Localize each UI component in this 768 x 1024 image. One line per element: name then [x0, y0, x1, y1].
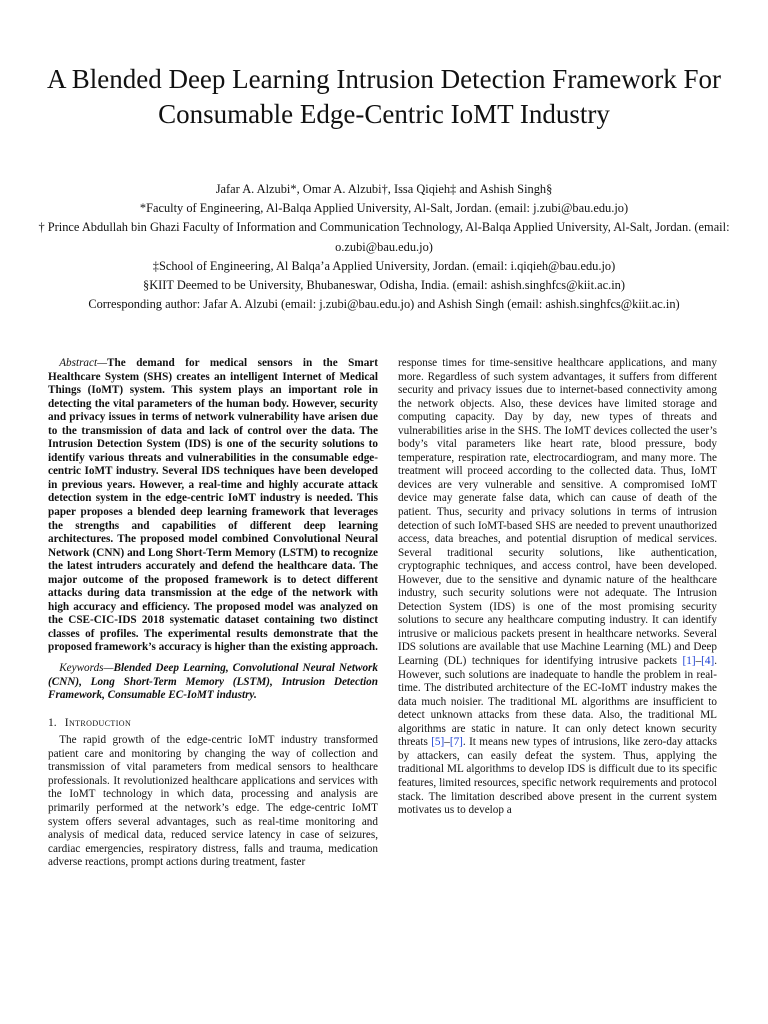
- author-block: [20, 180, 748, 314]
- abstract: [48, 357, 378, 655]
- introduction-continued-paragraph: [398, 357, 717, 818]
- affiliation-4: §KIIT Deemed to be University, Bhubaneswar, Odisha, India. (email: ashish.singhfcs@kiit.ac.in): [143, 278, 625, 293]
- introduction-paragraph: The rapid growth of the edge-centric IoMT industry transformed patient care and monitoring by changing the way of collection and transmission of vital parameters from medical sensors to healthcare professionals. It revolutionized healthcare applications and services with the IoMT technology in which data, processing and analysis are primarily performed at the network’s edge. The edge-centric IoMT system offers several advantages, such as real-time monitoring and analysis of medical data, reduced service latency in case of seizures, cardiac emergencies, respiratory distress, falls and trauma, medication adverse reactions, prompt actions during treatment, faster: [48, 734, 378, 869]
- affiliation-1: *Faculty of Engineering, Al-Balqa Applied University, Al-Salt, Jordan. (email: j.zubi@bau.edu.jo): [139, 201, 629, 216]
- left-column: [48, 357, 378, 870]
- citation-range-dash-1: –: [695, 655, 702, 668]
- abstract-text: The demand for medical sensors in the Smart Healthcare System (SHS) creates an intelligent Internet of Medical Things (IoMT) system. This system plays an important role in detecting the vital parameters of the human body. However, security and privacy issues in terms of network vulnerability have arisen due to the transmission of data and lack of control over the data. The Intrusion Detection System (IDS) is one of the security solutions to identify various threats and vulnerabilities in the consumable edge-centric IoMT industry. Several IDS techniques have been developed in previous years. However, a real-time and highly accurate attack detection system in the edge-centric IoMT industry is needed. This paper proposes a blended deep learning framework that leverages the strengths and capabilities of different deep learning architectures. The proposed model combined Convolutional Neural Network (CNN) and Long Short-Term Memory (LSTM) to recognize the latest intruders accurately and defend the healthcare data. The major outcome of the proposed framework is to detect different attacks during data transmission at the edge of the network with high accuracy and efficiency. The proposed model was analyzed on the CSE-CIC-IDS 2018 systematic dataset containing two distinct classes of profiles. The experimental results demonstrate that the proposed framework’s accuracy is higher than the existing approach.: [48, 357, 378, 654]
- section-heading-introduction: [48, 716, 378, 730]
- body-text-part-1: response times for time-sensitive healthcare applications, and many more. Regardless of such system advantages, it suffers from different security and privacy issues due to internet-based connectivity among the network objects. Also, these devices have limited storage and computing capacity. Day by day, new types of threats and vulnerabilities arise in the SHS. The IoMT devices collected the user’s body’s vital parameters like heart rate, blood pressure, body temperature, respiration rate, electrocardiogram, and many more. The treatment will proceed according to the collected data. Thus, IoMT devices are very vulnerable and sensitive. A compromised IoMT device may generate false data, which can cause of death of the patient. Thus, security and privacy solutions in terms of intrusion detection of such IoMT-based SHS are needed to prevent unauthorized access, data breaches, and potential disruption of medical services. Several traditional security solutions, like authentication, cryptographic techniques, and access control, have been developed. However, due to the sensitive and dynamic nature of the healthcare industry, such security solutions were not adequate. The Intrusion Detection System (IDS) is one of the most promising security solutions to secure any healthcare computing industry. It can identify intrusive or malicious packets present in healthcare networks. Several IDS solutions are available that use Machine Learning (ML) and Deep Learning (DL) techniques for identifying intrusive packets: [398, 357, 717, 668]
- body-text-part-3: . It means new types of intrusions, like zero-day attacks by attackers, can easily defeat the system. Thus, applying the traditional ML algorithms to develop IDS is difficult due to its specific features, limited resources, specific network requirements and protocol stack. The limitation described above present in the current system motivates us to develop a: [398, 736, 717, 817]
- keywords: [48, 662, 378, 703]
- abstract-label: Abstract—: [59, 357, 108, 369]
- keywords-label: Keywords—: [59, 662, 114, 675]
- affiliation-3: ‡School of Engineering, Al Balqa’a Applied University, Jordan. (email: i.qiqieh@bau.edu.jo): [152, 258, 616, 273]
- citation-link-5[interactable]: [5]: [431, 736, 445, 749]
- paper-title: A Blended Deep Learning Intrusion Detection Framework For Consumable Edge-Centric IoMT Industry: [46, 64, 722, 129]
- body-text-part-2: . However, such solutions are inadequate to handle the problem in real-time. The distributed architecture of the EC-IoMT industry makes the data much noisier. The traditional ML algorithms are insufficient to detect unknown attacks from these data. Also, the traditional ML algorithms are static in nature. It can only detect known security threats: [398, 655, 717, 749]
- section-name: Introduction: [64, 715, 132, 729]
- citation-range-dash-2: –: [444, 736, 450, 749]
- right-column: [398, 357, 717, 818]
- citation-link-1[interactable]: [1]: [682, 655, 696, 668]
- corresponding-author: Corresponding author: Jafar A. Alzubi (email: j.zubi@bau.edu.jo) and Ashish Singh (email: ashish.singhfcs@kiit.ac.in): [88, 297, 680, 312]
- section-number: 1.: [48, 715, 57, 729]
- citation-link-7[interactable]: [7]: [449, 736, 463, 749]
- affiliation-2: † Prince Abdullah bin Ghazi Faculty of Information and Communication Technology, Al-Balqa Applied University, Al-Salt, Jordan. (email: o.zubi@bau.edu.jo): [38, 220, 730, 254]
- citation-link-4[interactable]: [4]: [701, 655, 715, 668]
- author-names: Jafar A. Alzubi*, Omar A. Alzubi†, Issa Qiqieh‡ and Ashish Singh§: [215, 182, 553, 196]
- keywords-text: Blended Deep Learning, Convolutional Neural Network (CNN), Long Short-Term Memory (LSTM), Intrusion Detection Framework, Consumable EC-IoMT industry.: [48, 662, 378, 702]
